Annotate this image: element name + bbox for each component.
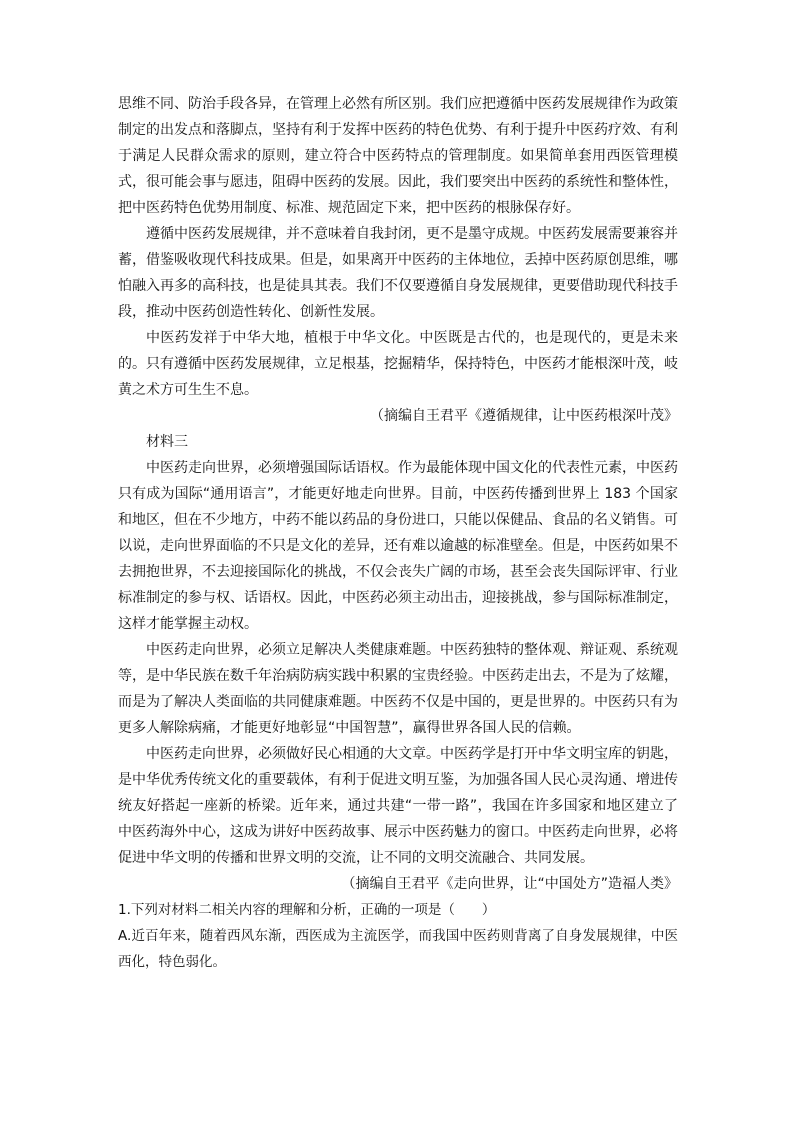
source-citation: （摘编自王君平《走向世界，让“中国处方”造福人类》 — [341, 876, 678, 892]
answer-option-a: A.近百年来，随着西风东渐，西医成为主流医学，而我国中医药则背离了自身发展规律，中医西化，特色弱化。 — [118, 928, 678, 970]
paragraph: 中医药走向世界，必须做好民心相通的大文章。中医药学是打开中华文明宝库的钥匙，是中华优秀传统文化的重要载体，有利于促进文明互鉴，为加强各国人民心灵沟通、增进传统友好搭起一座新的桥梁。近年来，通过共建“一带一路”，我国在许多国家和地区建立了中医药海外中心，这成为讲好中医药故事、展示中医药魅力的窗口。中医药走向世界，必将促进中华文明的传播和世界文明的交流，让不同的文明交流融合、共同发展。 — [118, 746, 678, 866]
paragraph: 遵循中医药发展规律，并不意味着自我封闭，更不是墨守成规。中医药发展需要兼容并蓄，借鉴吸收现代科技成果。但是，如果离开中医药的主体地位，丢掉中医药原创思维，哪怕融入再多的高科技，也是徒具其表。我们不仅要遵循自身发展规律，更要借助现代科技手段，推动中医药创造性转化、创新性发展。 — [118, 226, 678, 320]
source-citation: （摘编自王君平《遵循规律，让中医药根深叶茂》 — [370, 408, 678, 424]
paragraph: 中医药走向世界，必须立足解决人类健康难题。中医药独特的整体观、辩证观、系统观等，是中华民族在数千年治病防病实践中积累的宝贵经验。中医药走出去，不是为了炫耀，而是为了解决人类面临的共同健康难题。中医药不仅是中国的，更是世界的。中医药只有为更多人解除病痛，才能更好地彰显“中国智慧”，赢得世界各国人民的信赖。 — [118, 642, 678, 736]
paragraph: 中医药走向世界，必须增强国际话语权。作为最能体现中国文化的代表性元素，中医药只有成为国际“通用语言”，才能更好地走向世界。目前，中医药传播到世界上 183 个国家和地区，但在不少地方，中药不能以药品的身份进口，只能以保健品、食品的名义销售。可以说，走向世界面临的不只是文化的差异，还有难以逾越的标准壁垒。但是，中医药如果不去拥抱世界，不去迎接国际化的挑战，不仅会丧失广阔的市场，甚至会丧失国际评审、行业标准制定的参与权、话语权。因此，中医药必须主动出击，迎接挑战，参与国际标准制定，这样才能掌握主动权。 — [118, 460, 678, 632]
question-stem: 1.下列对材料二相关内容的理解和分析，正确的一项是（ ） — [118, 902, 496, 918]
paragraph: 思维不同、防治手段各异，在管理上必然有所区别。我们应把遵循中医药发展规律作为政策制定的出发点和落脚点，坚持有利于发挥中医药的特色优势、有利于提升中医药疗效、有利于满足人民群众需求的原则，建立符合中医药特点的管理制度。如果简单套用西医管理模式，很可能会事与愿违，阻碍中医药的发展。因此，我们要突出中医药的系统性和整体性，把中医药特色优势用制度、标准、规范固定下来，把中医药的根脉保存好。 — [118, 96, 678, 216]
section-heading: 材料三 — [146, 434, 188, 450]
document-page — [118, 91, 678, 975]
paragraph: 中医药发祥于中华大地，植根于中华文化。中医既是古代的，也是现代的，更是未来的。只有遵循中医药发展规律，立足根基，挖掘精华，保持特色，中医药才能根深叶茂，岐黄之术方可生生不息。 — [118, 330, 678, 398]
